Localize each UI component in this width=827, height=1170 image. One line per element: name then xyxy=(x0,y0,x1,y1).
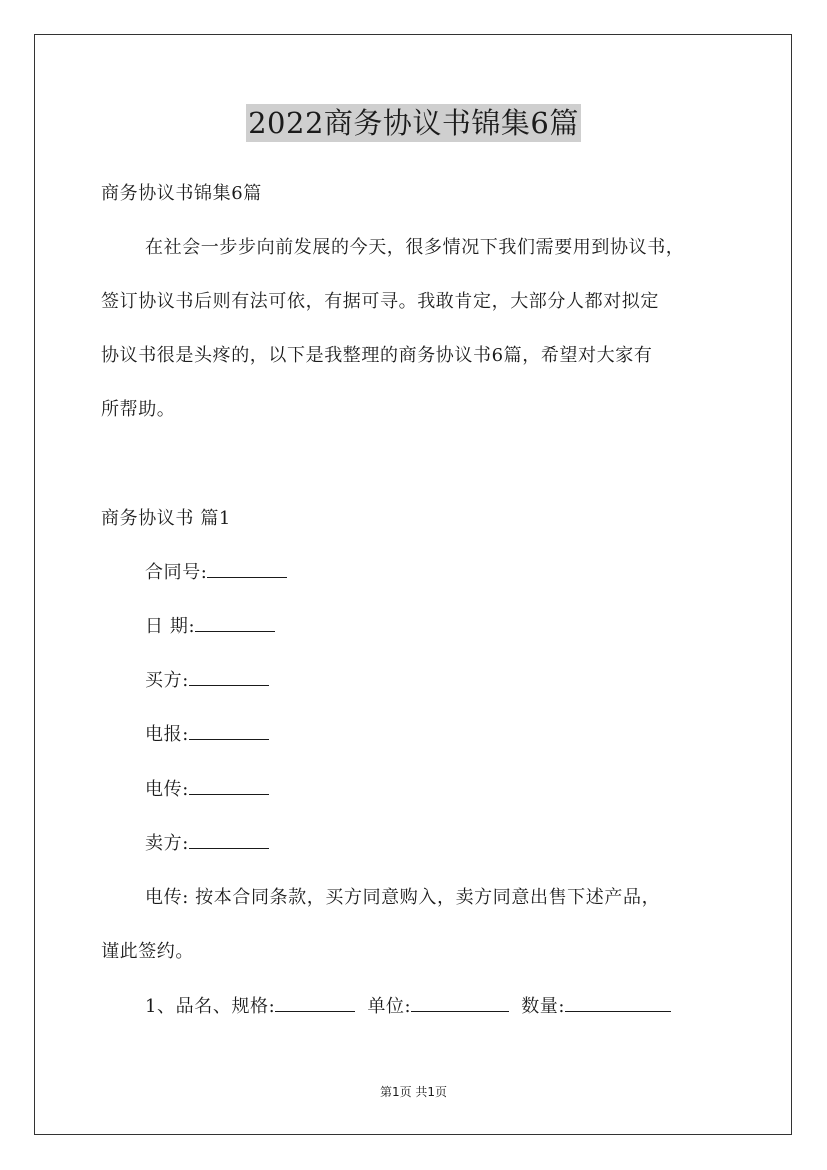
telegram-blank xyxy=(189,724,269,740)
item-line-1 xyxy=(145,996,671,1018)
buyer-blank xyxy=(189,670,269,686)
field-date-label: 日 期: xyxy=(145,616,196,637)
intro-line-1: 在社会一步步向前发展的今天，很多情况下我们需要用到协议书， xyxy=(145,237,685,258)
document-subtitle: 商务协议书锦集6篇 xyxy=(101,183,262,204)
field-fax xyxy=(145,779,269,801)
field-contract-no-label: 合同号: xyxy=(145,562,208,583)
seller-blank xyxy=(189,833,269,849)
intro-line-3: 协议书很是头疼的，以下是我整理的商务协议书6篇，希望对大家有 xyxy=(101,345,653,366)
item-unit-blank xyxy=(411,996,509,1012)
field-telegram-label: 电报: xyxy=(145,724,189,745)
field-seller xyxy=(145,833,269,855)
contract-no-blank xyxy=(207,562,287,578)
field-fax-label: 电传: xyxy=(145,779,189,800)
field-contract-no xyxy=(145,562,287,584)
item-quantity-blank xyxy=(565,996,671,1012)
field-date xyxy=(145,616,275,638)
intro-line-2: 签订协议书后则有法可依，有据可寻。我敢肯定，大部分人都对拟定 xyxy=(101,291,659,312)
item-unit-label: 单位: xyxy=(367,996,412,1017)
field-seller-label: 卖方: xyxy=(145,833,189,854)
document-title xyxy=(0,103,827,142)
field-buyer xyxy=(145,670,269,692)
date-blank xyxy=(195,616,275,632)
field-telegram xyxy=(145,724,269,746)
field-buyer-label: 买方: xyxy=(145,670,189,691)
clause-line-2: 谨此签约。 xyxy=(101,941,194,962)
section-heading: 商务协议书 篇1 xyxy=(101,508,231,529)
fax-blank xyxy=(189,779,269,795)
item-quantity-label: 数量: xyxy=(521,996,566,1017)
clause-line-1: 电传: 按本合同条款，买方同意购入，卖方同意出售下述产品， xyxy=(145,887,661,908)
item-name-spec-label: 1、品名、规格: xyxy=(145,996,276,1017)
document-title-text: 2022商务协议书锦集6篇 xyxy=(248,106,579,140)
intro-line-4: 所帮助。 xyxy=(101,399,176,420)
item-name-spec-blank xyxy=(275,996,355,1012)
page-footer: 第1页 共1页 xyxy=(379,1085,448,1099)
